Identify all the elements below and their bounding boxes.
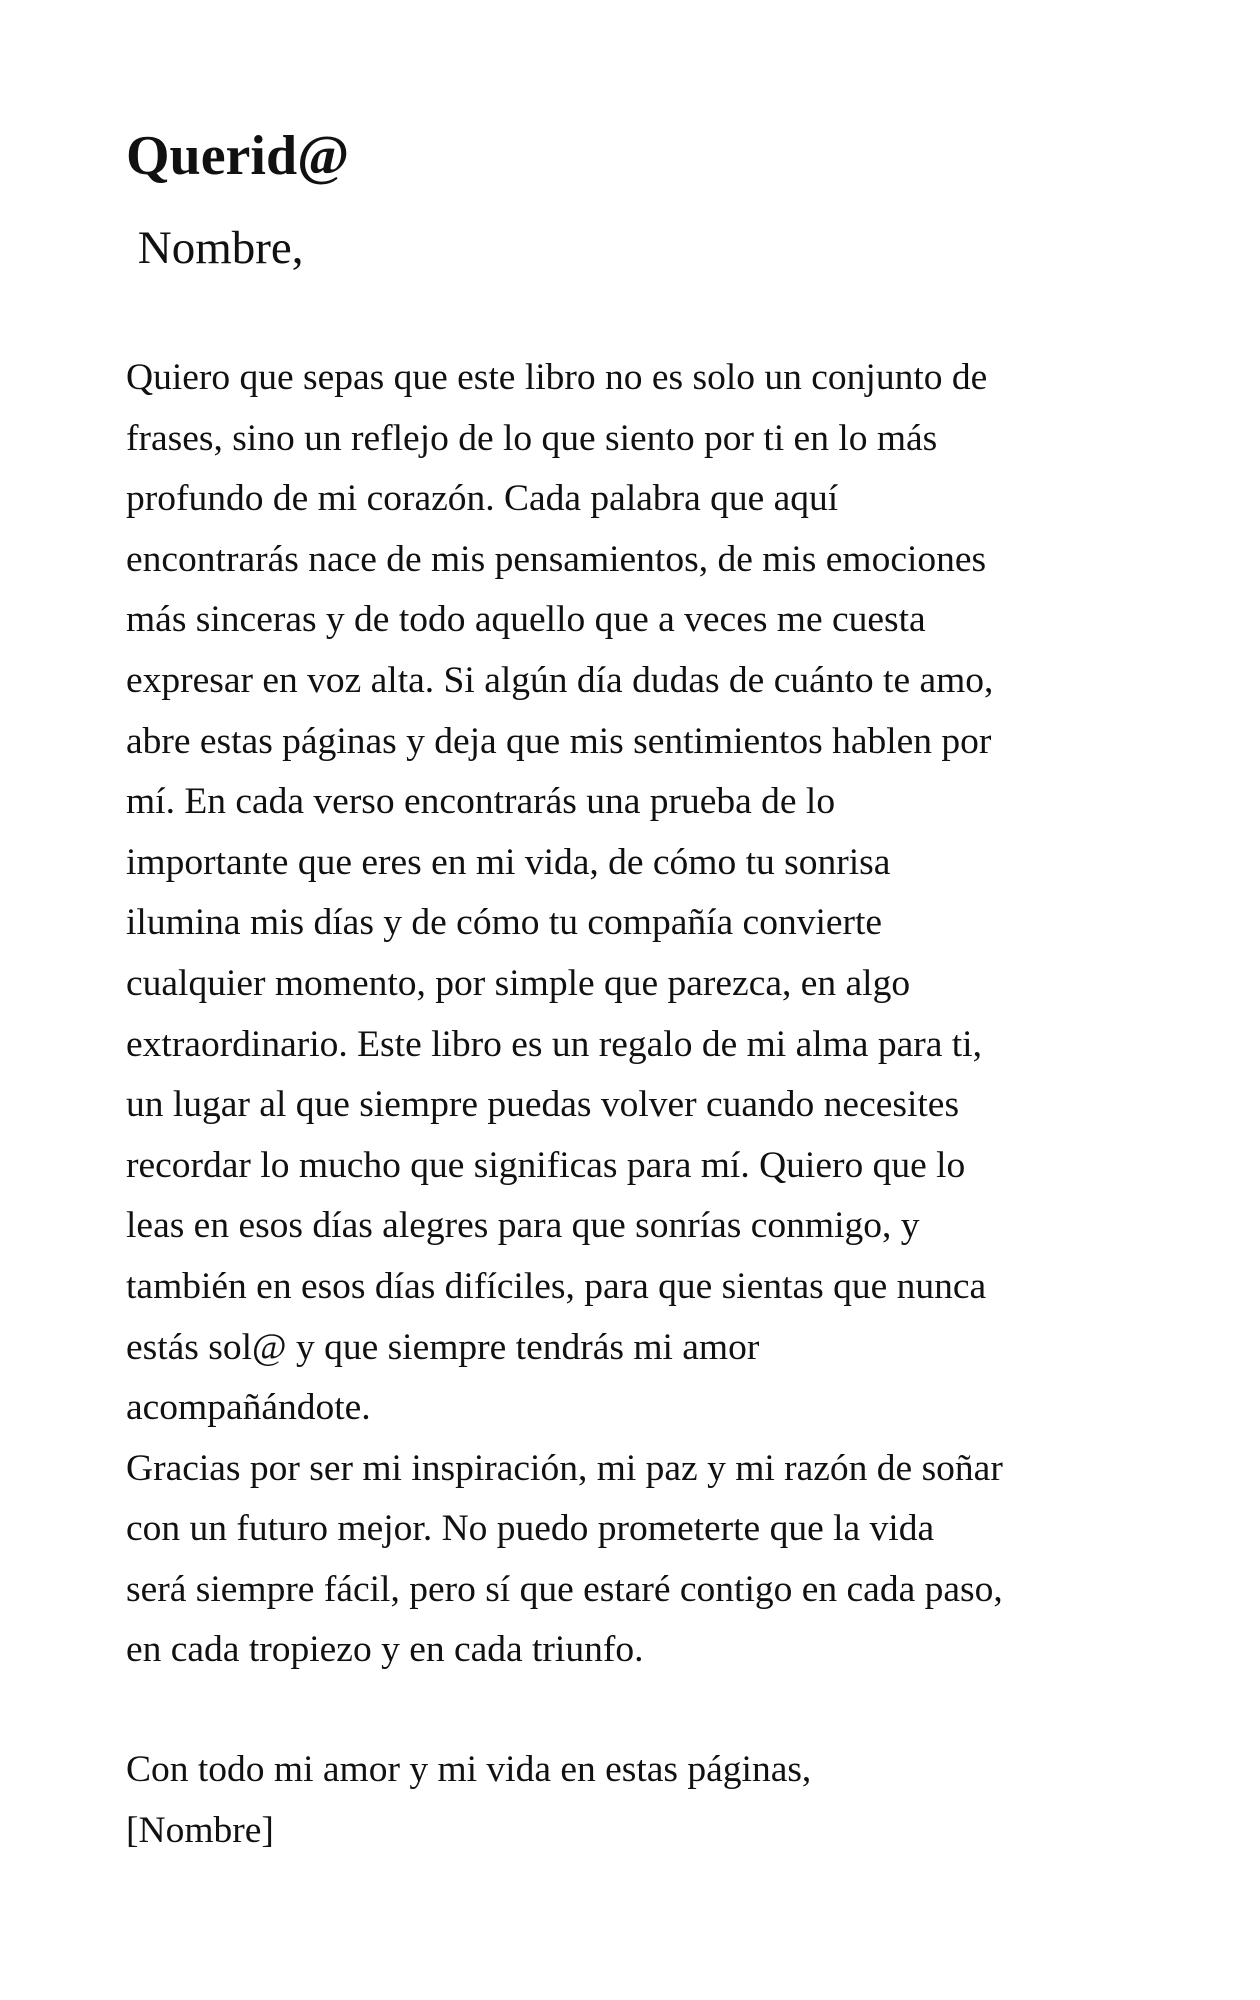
body-line: Quiero que sepas que este libro no es solo un conjunto de: [126, 357, 988, 398]
body-line: cualquier momento, por simple que parezca, en algo: [126, 962, 911, 1004]
body-line: más sinceras y de todo aquello que a veces me cuesta: [126, 599, 926, 641]
body-line: recordar lo mucho que significas para mí. Quiero que lo: [126, 1144, 966, 1186]
letter-closing: [126, 1740, 811, 1861]
body-line: extraordinario. Este libro es un regalo de mi alma para ti,: [126, 1023, 982, 1065]
body-line: importante que eres en mi vida, de cómo tu sonrisa: [126, 841, 891, 883]
body-line: estás sol@ y que siempre tendrás mi amor: [126, 1326, 760, 1368]
body-line: con un futuro mejor. No puedo prometerte que la vida: [126, 1508, 935, 1550]
body-line: frases, sino un reflejo de lo que siento por ti en lo más: [126, 417, 938, 459]
greeting-name: Nombre,: [126, 222, 304, 274]
body-line: profundo de mi corazón. Cada palabra que aquí: [126, 478, 839, 520]
letter-body: [126, 348, 1003, 1681]
body-line: encontrarás nace de mis pensamientos, de mis emociones: [126, 538, 987, 580]
closing-line: Con todo mi amor y mi vida en estas páginas,: [126, 1749, 812, 1790]
body-line: ilumina mis días y de cómo tu compañía convierte: [126, 902, 883, 944]
body-line: acompañándote.: [126, 1387, 371, 1429]
body-line: leas en esos días alegres para que sonrías conmigo, y: [126, 1205, 920, 1247]
body-line: Gracias por ser mi inspiración, mi paz y mi razón de soñar: [126, 1447, 1003, 1489]
body-line: será siempre fácil, pero sí que estaré contigo en cada paso,: [126, 1568, 1003, 1610]
signature: [Nombre]: [126, 1809, 274, 1851]
letter-title: Querid@: [126, 125, 350, 187]
body-line: en cada tropiezo y en cada triunfo.: [126, 1629, 644, 1671]
body-line: mí. En cada verso encontrarás una prueba de lo: [126, 781, 836, 823]
body-line: abre estas páginas y deja que mis sentimientos hablen por: [126, 720, 992, 762]
body-line: un lugar al que siempre puedas volver cuando necesites: [126, 1084, 960, 1126]
body-line: también en esos días difíciles, para que sientas que nunca: [126, 1265, 987, 1307]
body-line: expresar en voz alta. Si algún día dudas de cuánto te amo,: [126, 659, 994, 701]
